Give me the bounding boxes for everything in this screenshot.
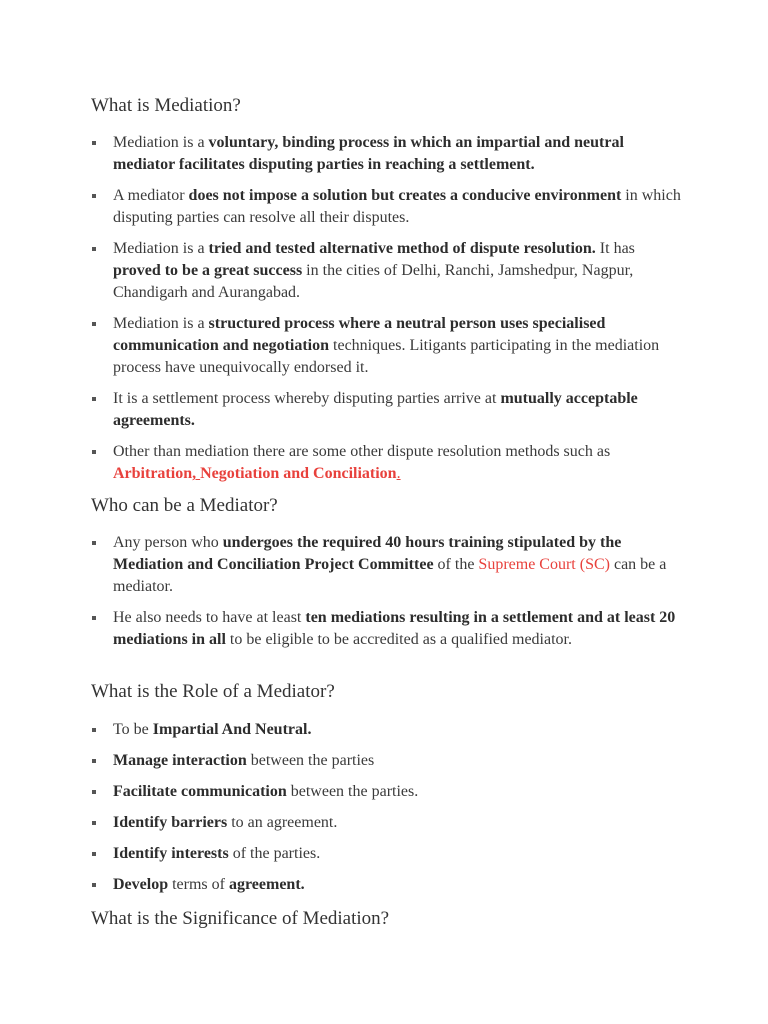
list-item: Facilitate communication between the parties. bbox=[91, 781, 681, 803]
list-item: Mediation is a tried and tested alternative method of dispute resolution. It has proved to be a great success in the cities of Delhi, Ranchi, Jamshedpur, Nagpur, Chandigarh and Aurangabad. bbox=[91, 238, 681, 304]
list-item: To be Impartial And Neutral. bbox=[91, 719, 681, 741]
arbitration-link[interactable]: Arbitration bbox=[113, 465, 193, 482]
negotiation-conciliation-link[interactable]: Negotiation and Conciliation bbox=[200, 465, 397, 482]
heading-who-can-be-mediator: Who can be a Mediator? bbox=[91, 495, 278, 516]
heading-significance-of-mediation: What is the Significance of Mediation? bbox=[91, 908, 390, 929]
list-item: A mediator does not impose a solution but creates a conducive environment in which disputing parties can resolve all their disputes. bbox=[91, 185, 681, 229]
list-item: Develop terms of agreement. bbox=[91, 874, 681, 896]
list-item: Mediation is a voluntary, binding process in which an impartial and neutral mediator facilitates disputing parties in reaching a settlement. bbox=[91, 132, 681, 176]
heading-what-is-mediation: What is Mediation? bbox=[91, 95, 241, 116]
list-what-is-mediation bbox=[91, 132, 681, 494]
list-who-can-be-mediator bbox=[91, 532, 681, 660]
list-item: It is a settlement process whereby disputing parties arrive at mutually acceptable agreements. bbox=[91, 388, 681, 432]
list-item: Manage interaction between the parties bbox=[91, 750, 681, 772]
list-item: Mediation is a structured process where a neutral person uses specialised communication and negotiation techniques. Litigants participating in the mediation process have unequivocally endorsed it. bbox=[91, 313, 681, 379]
list-role-of-mediator bbox=[91, 719, 681, 905]
list-item: Any person who undergoes the required 40 hours training stipulated by the Mediation and Conciliation Project Committee of the Supreme Court (SC) can be a mediator. bbox=[91, 532, 681, 598]
list-item: He also needs to have at least ten mediations resulting in a settlement and at least 20 mediations in all to be eligible to be accredited as a qualified mediator. bbox=[91, 607, 681, 651]
supreme-court-link[interactable]: Supreme Court (SC) bbox=[478, 556, 610, 573]
heading-role-of-mediator: What is the Role of a Mediator? bbox=[91, 681, 335, 702]
list-item: Identify interests of the parties. bbox=[91, 843, 681, 865]
list-item: Other than mediation there are some other dispute resolution methods such as Arbitration, Negotiation and Conciliation. bbox=[91, 441, 681, 485]
list-item: Identify barriers to an agreement. bbox=[91, 812, 681, 834]
